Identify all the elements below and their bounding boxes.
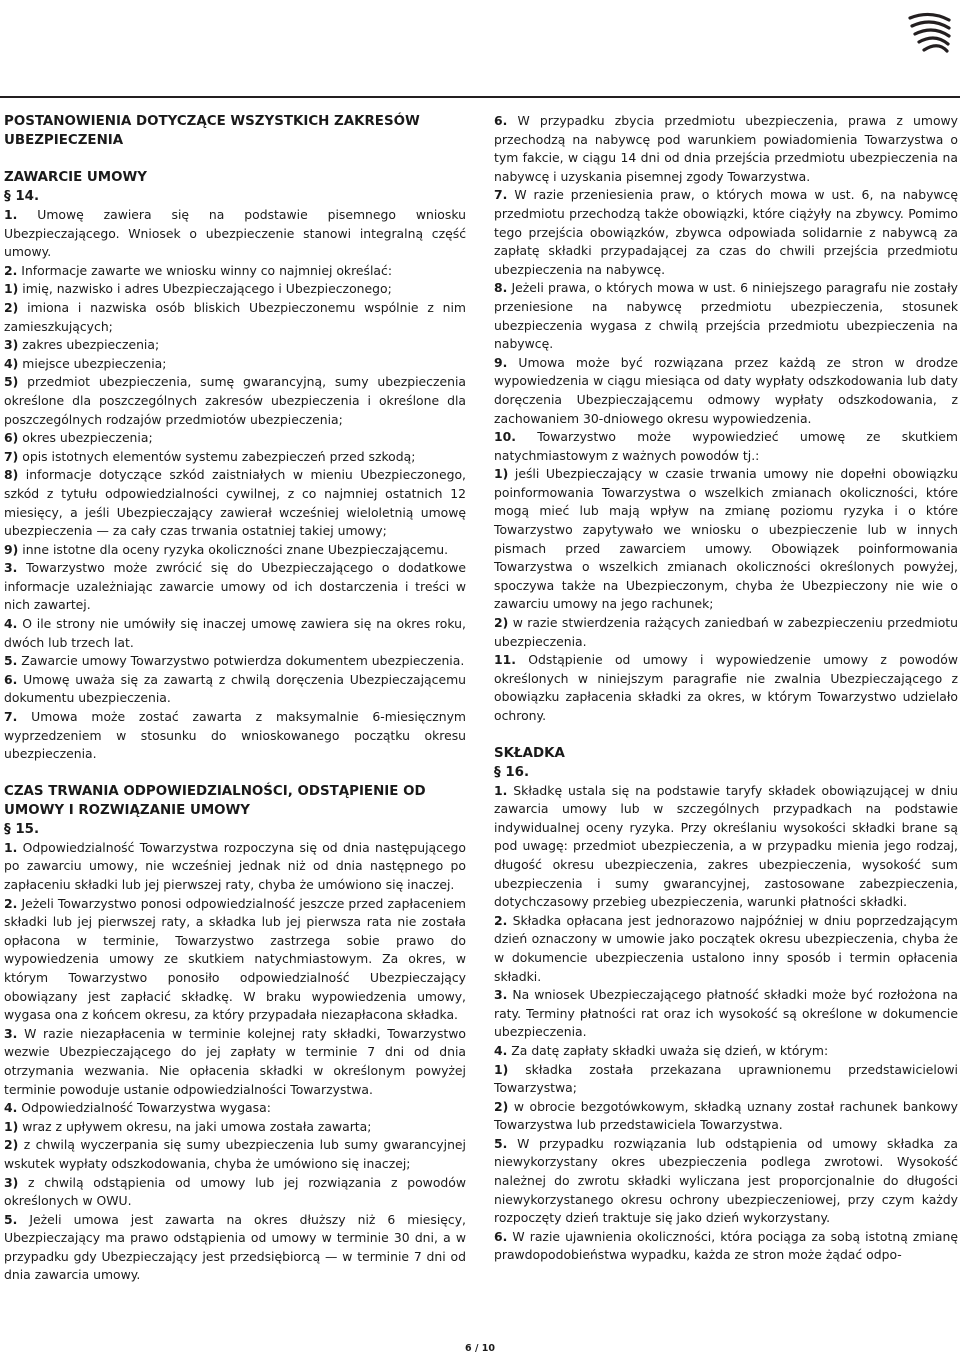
clause <box>4 615 466 652</box>
clause-text: Umowa może być rozwiązana przez każdą ze stron w drodze wypowiedzenia w ciągu miesiąca od daty wypłaty odszkodowania lub daty doręczenia Ubezpieczającemu odmowy wypłaty odszkodowania, z zachowaniem 30-dniowego okresu wypowiedzenia. <box>494 354 958 426</box>
clause <box>4 708 466 764</box>
clause-text: Informacje zawarte we wniosku winny co najmniej określać: <box>21 262 393 278</box>
clause-text: w razie stwierdzenia rażących zaniedbań w zabezpieczeniu przedmiotu ubezpieczenia. <box>494 615 958 649</box>
clause-number: 8. <box>494 280 508 296</box>
clause <box>4 299 466 336</box>
clause <box>4 336 466 355</box>
clause-text: Umowa może zostać zawarta z maksymalnie 6-miesięcznym wyprzedzeniem w stosunku do wnioskowanego początku okresu ubezpieczenia. <box>4 709 466 762</box>
clause-text: okres ubezpieczenia; <box>22 430 153 446</box>
clause <box>494 1042 958 1061</box>
clause <box>4 1099 466 1118</box>
clause-number: 1) <box>494 1061 509 1077</box>
clause-text: Umowę zawiera się na podstawie pisemnego wniosku Ubezpieczającego. Wniosek o ubezpieczenie stanowi integralną część umowy. <box>4 207 466 260</box>
clause <box>4 652 466 671</box>
clause <box>4 541 466 560</box>
clause-number: 2. <box>4 895 18 911</box>
company-logo-icon <box>906 8 952 54</box>
clause-text: Umowę uważa się za zawartą z chwilą doręczenia Ubezpieczającemu dokumentu ubezpieczenia. <box>4 671 466 706</box>
clause-number: 1. <box>4 207 18 222</box>
clause-text: przedmiot ubezpieczenia, sumę gwarancyjną, sumy ubezpieczenia określone dla poszczególnych zakresów ubezpieczenia i określone dla poszczególnych rodzajów przedmiotów ubezpieczenia; <box>4 374 466 427</box>
section-items <box>4 839 466 1285</box>
clause-text: wraz z upływem okresu, na jaki umowa została zawarta; <box>22 1118 372 1134</box>
clause-text: Towarzystwo może zwrócić się do Ubezpieczającego o dodatkowe informacje uzależniając zawarcie umowy od ich dostarczenia i treści w nich zawartej. <box>4 560 466 613</box>
clause <box>4 262 466 281</box>
clause-number: 7. <box>4 709 18 725</box>
document-title: POSTANOWIENIA DOTYCZĄCE WSZYSTKICH ZAKRESÓW UBEZPIECZENIA <box>4 114 420 148</box>
section-heading: SKŁADKA <box>494 745 565 761</box>
clause <box>494 1098 958 1135</box>
clause-number: 1. <box>4 839 18 855</box>
clause-text: z chwilą odstąpienia od umowy lub jej rozwiązania z powodów określonych w OWU. <box>4 1174 466 1209</box>
clause <box>4 373 466 429</box>
clause-number: 2) <box>4 1137 19 1153</box>
clause <box>4 895 466 1025</box>
clause-number: 5. <box>4 1211 18 1227</box>
clause-number: 5. <box>494 1135 508 1151</box>
clause-number: 5. <box>4 653 18 669</box>
clause-text: W razie niezapłacenia w terminie kolejnej raty składki, Towarzystwo wezwie Ubezpieczającego do jej zapłaty w terminie 7 dni od dnia otrzymania wezwania. Nie opłacenia składki w określonym powyżej terminie powoduje ustanie odpowiedzialności Towarzystwa. <box>4 1025 466 1097</box>
clause <box>494 651 958 725</box>
clause <box>4 1174 466 1211</box>
clause-text: W razie ujawnienia okoliczności, która pociąga za sobą istotną zmianę prawdopodobieństwa wypadku, każda ze stron może żądać odpo- <box>494 1228 958 1263</box>
clause-text: Odpowiedzialność Towarzystwa wygasa: <box>21 1100 271 1116</box>
clause-number: 6. <box>494 1228 508 1244</box>
clause-number: 6) <box>4 430 19 446</box>
clause <box>4 671 466 708</box>
clause-text: Na wniosek Ubezpieczającego płatność składki może być rozłożona na raty. Terminy płatności rat oraz ich wysokość są określone w dokumencie ubezpieczenia. <box>494 987 958 1040</box>
clause <box>4 1118 466 1137</box>
clause-text: zakres ubezpieczenia; <box>22 337 160 353</box>
clause-text: W przypadku rozwiązania lub odstąpienia od umowy składka za niewykorzystany okres ubezpieczenia podlega zwrotowi. Wysokość należnej do zwrotu składki wyliczana jest proporcjonalnie do długości niewykorzystanego okresu ochrony ubezpieczeniowej, przy czym każdy rozpoczęty dzień traktuje się jako dzień wykorzystany. <box>494 1135 958 1226</box>
page-number: 6 / 10 <box>465 1343 495 1354</box>
clause-text: Składkę ustala się na podstawie taryfy składek obowiązującej w dniu zawarcia umowy lub w szczególnych przypadkach na podstawie indywidualnej oceny ryzyka. Przy określaniu wysokości składki brane są pod uwagę: przedmiot ubezpieczenia, a w przypadku mienia jego rodzaj, długość okresu ubezpieczenia, zakres ubezpieczenia, wysokość sum ubezpieczenia i sumy gwarancyjnej, zastosowane zabezpieczenia, dotychczasowy przebieg ubezpieczenia, warunki płatności składki. <box>494 782 958 910</box>
clause-number: 1. <box>494 782 508 798</box>
clause-number: 4. <box>4 1100 18 1116</box>
clause-text: Odstąpienie od umowy i wypowiedzenie umowy z powodów określonych w niniejszym paragrafie nie zwalnia Ubezpieczającego z obowiązku zapłacenia składki za okres, w którym Towarzystwo udzielało ochrony. <box>494 652 958 723</box>
clause-number: 7. <box>494 187 508 203</box>
clause-text: Towarzystwo może wypowiedzieć umowę ze skutkiem natychmiastowym z ważnych powodów tj.: <box>494 429 958 463</box>
clause-number: 3. <box>4 1025 18 1041</box>
clause-text: W przypadku zbycia przedmiotu ubezpieczenia, prawa z umowy przechodzą na nabywcę pod warunkiem powiadomienia Towarzystwa o tym fakcie, w ciągu 14 dni od dnia przejścia przedmiotu ubezpieczenia na nabywcę i uzyskania pisemnej zgody Towarzystwa. <box>494 113 958 184</box>
section-items <box>494 782 958 1265</box>
clause <box>494 782 958 912</box>
clause-number: 1) <box>4 1118 19 1134</box>
clause-number: 2) <box>494 1098 509 1114</box>
paragraph-number: § 15. <box>4 821 40 837</box>
clause <box>494 1135 958 1228</box>
clause-number: 11. <box>494 652 516 668</box>
clause-number: 9) <box>4 541 19 557</box>
clause <box>494 1061 958 1098</box>
clause-number: 5) <box>4 374 19 390</box>
clause-number: 8) <box>4 467 19 483</box>
clause <box>494 428 958 465</box>
clause <box>494 912 958 986</box>
clause-text: Odpowiedzialność Towarzystwa rozpoczyna się od dnia następującego po zawarciu umowy, nie wcześniej jednak niż od dnia następnego po zapłaceniu składki lub jej pierwszej raty, chyba że umówiono się inaczej. <box>4 839 466 892</box>
clause-text: jeśli Ubezpieczający w czasie trwania umowy nie dopełni obowiązku poinformowania Towarzystwa o wszelkich zmianach okoliczności, które mogą mieć lub mają wpływ na zmianę poziomu ryzyka i o które Towarzystwo zapytywało we wniosku o ubezpieczenie lub w innych pismach przed zawarciem umowy. Obowiązek poinformowania Towarzystwa o wszelkich zmianach okoliczności określonych powyżej, spoczywa także na Ubezpieczonym, chyba że Ubezpieczony nie wie o zawarciu umowy na jego rachunek; <box>494 466 958 612</box>
clause <box>4 206 466 262</box>
clause-number: 3. <box>4 560 18 576</box>
clause-text: W razie przeniesienia praw, o których mowa w ust. 6, na nabywcę przedmiotu przechodzą także obowiązki, które ciążyły na zbywcy. Pomimo tego przejścia obowiązków, zbywca odpowiada solidarnie z nabywcą za zapłatę składki przypadającej za czas do chwili przejścia przedmiotu ubezpieczenia na nabywcę. <box>494 187 958 277</box>
clause-number: 2) <box>494 615 509 631</box>
clause <box>494 354 958 428</box>
clause-text: w obrocie bezgotówkowym, składką uznany został rachunek bankowy Towarzystwa lub przedstawiciela Towarzystwa. <box>494 1098 958 1133</box>
clause <box>4 1025 466 1099</box>
clause <box>494 1228 958 1265</box>
left-column <box>4 112 466 1285</box>
clause-text: Jeżeli Towarzystwo ponosi odpowiedzialność jeszcze przed zapłaceniem składki lub jej pierwszej raty, a składka lub jej pierwsza rata nie została opłacona w terminie, Towarzystwo zastrzega sobie prawo do wypowiedzenia umowy ze skutkiem natychmiastowym. Za okres, w którym Towarzystwo ponosiło odpowiedzialność Ubezpieczający obowiązany jest zapłacić składkę. W braku wypowiedzenia umowy, wygasa ona z końcem okresu, za który przypadała niezapłacona składka. <box>4 895 466 1023</box>
clause-text: imię, nazwisko i adres Ubezpieczającego i Ubezpieczonego; <box>22 281 392 297</box>
clause-text: składka została przekazana uprawnionemu przedstawicielowi Towarzystwa; <box>494 1061 958 1096</box>
clause-number: 3) <box>4 1174 19 1190</box>
clause-number: 10. <box>494 429 516 445</box>
clause <box>4 1211 466 1285</box>
clause-text: opis istotnych elementów systemu zabezpieczeń przed szkodą; <box>22 448 416 464</box>
clause-number: 2. <box>494 912 508 928</box>
section-heading: CZAS TRWANIA ODPOWIEDZIALNOŚCI, ODSTĄPIENIE OD UMOWY I ROZWIĄZANIE UMOWY <box>4 783 426 818</box>
clause-number: 6. <box>494 113 508 128</box>
paragraph-number: § 14. <box>4 189 40 204</box>
paragraph-number: § 16. <box>494 764 530 780</box>
clause <box>4 280 466 299</box>
clause-text: Jeżeli umowa jest zawarta na okres dłuższy niż 6 miesięcy, Ubezpieczający ma prawo odstąpienia od umowy w terminie 30 dni, a w przypadku gdy Ubezpieczający jest przedsiębiorcą — w terminie 7 dni od dnia zawarcia umowy. <box>4 1211 466 1283</box>
clause <box>494 614 958 651</box>
clause <box>494 186 958 279</box>
clause <box>494 279 958 353</box>
clause-text: informacje dotyczące szkód zaistniałych w mieniu Ubezpieczonego, szkód z tytułu odpowiedzialności cywilnej, z co najmniej ostatnich 12 miesięcy, a jeśli Ubezpieczający zawierał wcześniej wieloletnią umowę ubezpieczenia — za cały czas trwania ostatniej takiej umowy; <box>4 467 466 539</box>
clause-number: 4. <box>494 1042 508 1058</box>
clause-number: 3. <box>494 987 508 1003</box>
clause <box>4 839 466 895</box>
clause-number: 1) <box>4 281 19 297</box>
clause-text: O ile strony nie umówiły się inaczej umowę zawiera się na okres roku, dwóch lub trzech lat. <box>4 616 466 650</box>
clause-text: Zawarcie umowy Towarzystwo potwierdza dokumentem ubezpieczenia. <box>21 653 465 669</box>
clause-number: 9. <box>494 354 508 370</box>
section-heading: ZAWARCIE UMOWY <box>4 170 147 185</box>
clause-text: Jeżeli prawa, o których mowa w ust. 6 niniejszego paragrafu nie zostały przeniesione na nabywcę przedmiotu ubezpieczenia, stosunek ubezpieczenia wygasa z chwilą przejścia przedmiotu ubezpieczenia na nabywcę. <box>494 280 958 352</box>
right-column <box>494 112 958 1265</box>
section-items <box>4 206 466 764</box>
clause <box>494 465 958 614</box>
clause <box>4 466 466 540</box>
clause <box>4 448 466 467</box>
clause-number: 4) <box>4 355 19 371</box>
clause-text: Składka opłacana jest jednorazowo najpóźniej w dniu poprzedzającym dzień oznaczony w umowie jako początek okresu ubezpieczenia, chyba że w dokumencie ubezpieczenia ustalono inny sposób i termin opłacenia składki. <box>494 912 958 984</box>
clause-text: imiona i nazwiska osób bliskich Ubezpieczonemu wspólnie z nim zamieszkujących; <box>4 299 466 334</box>
clause-number: 6. <box>4 671 18 687</box>
header-rule <box>0 96 960 98</box>
clause-number: 2) <box>4 299 19 315</box>
clause-text: miejsce ubezpieczenia; <box>22 355 167 371</box>
clause <box>494 112 958 186</box>
section-items <box>494 112 958 726</box>
clause-text: inne istotne dla oceny ryzyka okoliczności znane Ubezpieczającemu. <box>22 541 449 557</box>
clause-number: 2. <box>4 262 18 278</box>
clause-text: Za datę zapłaty składki uważa się dzień, w którym: <box>511 1042 829 1058</box>
clause <box>4 355 466 374</box>
clause-number: 1) <box>494 466 509 482</box>
clause <box>4 429 466 448</box>
clause-number: 7) <box>4 448 19 464</box>
clause-number: 3) <box>4 337 19 353</box>
clause-number: 4. <box>4 616 18 632</box>
clause <box>4 559 466 615</box>
clause <box>494 986 958 1042</box>
clause <box>4 1136 466 1173</box>
clause-text: z chwilą wyczerpania się sumy ubezpieczenia lub sumy gwarancyjnej wskutek wypłaty odszkodowania, chyba że umówiono się inaczej; <box>4 1137 466 1171</box>
